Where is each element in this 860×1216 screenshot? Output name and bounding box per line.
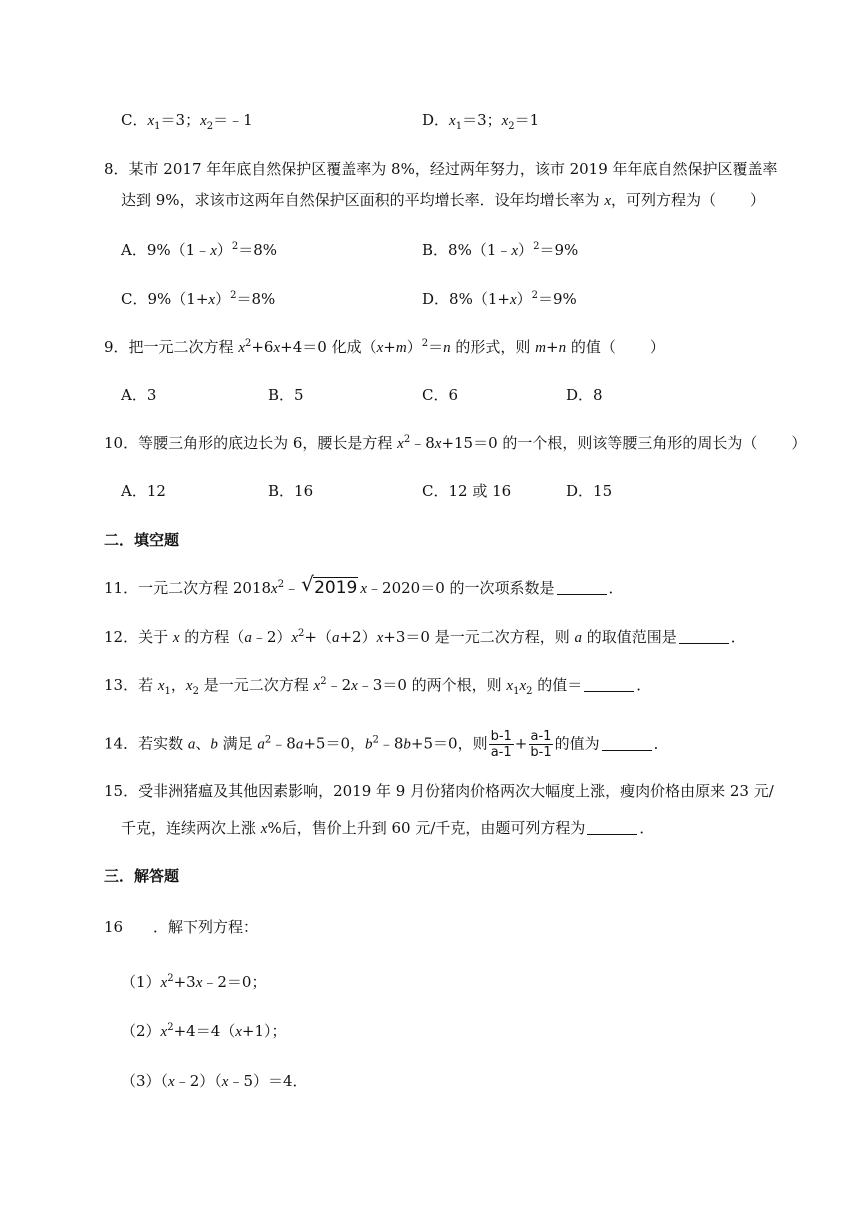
q7-option-d: D．$x_1=3$；$x_2=1$ [422, 111, 540, 132]
q8-option-b: B．8%（1﹣x）$^2$＝9% [422, 241, 579, 259]
answer-blank [587, 820, 637, 835]
q10-option-d: D．15 [566, 482, 613, 500]
q9-option-c: C．6 [422, 386, 459, 404]
answer-blank [557, 580, 607, 595]
q10-stem: 10．等腰三角形的底边长为 6，腰长是方程 $x^2﹣8x+15=0$ 的一个根，则该等腰三角形的周长为（ ） [104, 434, 807, 452]
q8-stem-line2: 达到 9%，求该市这两年自然保护区面积的平均增长率．设年均增长率为 x，可列方程为（ ） [121, 191, 766, 209]
q16-part-2: $(2)x^2+4=4(x+1)$； [121, 1022, 287, 1040]
section-title-fill-in: 二．填空题 [104, 531, 180, 549]
q13-stem: 13．若 $x_1$，$x_2$ 是一元二次方程 $x^2﹣2x﹣3=0$ 的两个根，则 $x_1x_2$ 的值＝ ． [104, 676, 652, 697]
q16-title: ．解下列方程： [153, 918, 259, 936]
q8-stem-line1: 8．某市 2017 年年底自然保护区覆盖率为 8%，经过两年努力，该市 2019 年年底自然保护区覆盖率 [104, 160, 778, 178]
q9-option-d: D．8 [566, 386, 603, 404]
sqrt-expression: √ 2019 [301, 572, 358, 598]
section-title-solve: 三．解答题 [104, 867, 180, 885]
q8-option-a: A．9%（1﹣x）$^2$＝8% [121, 241, 278, 259]
q9-option-b: B．5 [268, 386, 304, 404]
q10-option-b: B．16 [268, 482, 314, 500]
fraction-2: $\frac{a-1}{b-1}$ [530, 729, 552, 760]
answer-blank [602, 736, 652, 751]
q9-option-a: A．3 [121, 386, 157, 404]
q8-option-d: D．$8\%(1+x)^2=9\%$ [422, 290, 577, 308]
q16-number: 16 [104, 918, 124, 936]
q9-stem: 9．把一元二次方程 $x^2+6x+4=0$ 化成$(x+m)^2=n$ 的形式，则 m+n 的值（ ） [104, 338, 665, 356]
q16-part-1: $(1)x^2+3x﹣2=0$； [121, 973, 267, 991]
q12-stem: 12．关于 x 的方程$(a﹣2)x^2+(a+2)x+3=0$ 是一元二次方程，则 a 的取值范围是 ． [104, 628, 746, 646]
q10-option-c: C．12 或 16 [422, 482, 512, 500]
q15-stem-line1: 15．受非洲猪瘟及其他因素影响，2019 年 9 月份猪肉价格两次大幅度上涨，瘦肉价格由原来 23 元/ [104, 782, 774, 800]
q7-option-c: C．$x_1=3$；$x_2=﹣1$ [121, 111, 253, 132]
q10-option-a: A．12 [121, 482, 166, 500]
q11-stem: 11．一元二次方程 $2018x^2﹣$ √ 2019 x﹣2020＝0 的一次项系数是 ． [104, 572, 624, 598]
q15-stem-line2: 千克，连续两次上涨 x%后，售价上升到 60 元/千克，由题可列方程为 ． [121, 819, 655, 837]
answer-blank [584, 677, 634, 692]
answer-blank [679, 629, 729, 644]
q14-stem: 14．若实数 a、b 满足 $a^2﹣8a+5=0$，$b^2﹣8b+5=0$，则 $\frac{b-1}{a-1}$ + $\frac{a-1}{b-1}$ 的值为 ． [104, 729, 669, 760]
q16-part-3: （3）（x﹣2）（x﹣5）＝4． [121, 1072, 308, 1090]
q8-option-c: C．$9\%(1+x)^2=8\%$ [121, 290, 276, 308]
fraction-1: $\frac{b-1}{a-1}$ [490, 729, 512, 760]
